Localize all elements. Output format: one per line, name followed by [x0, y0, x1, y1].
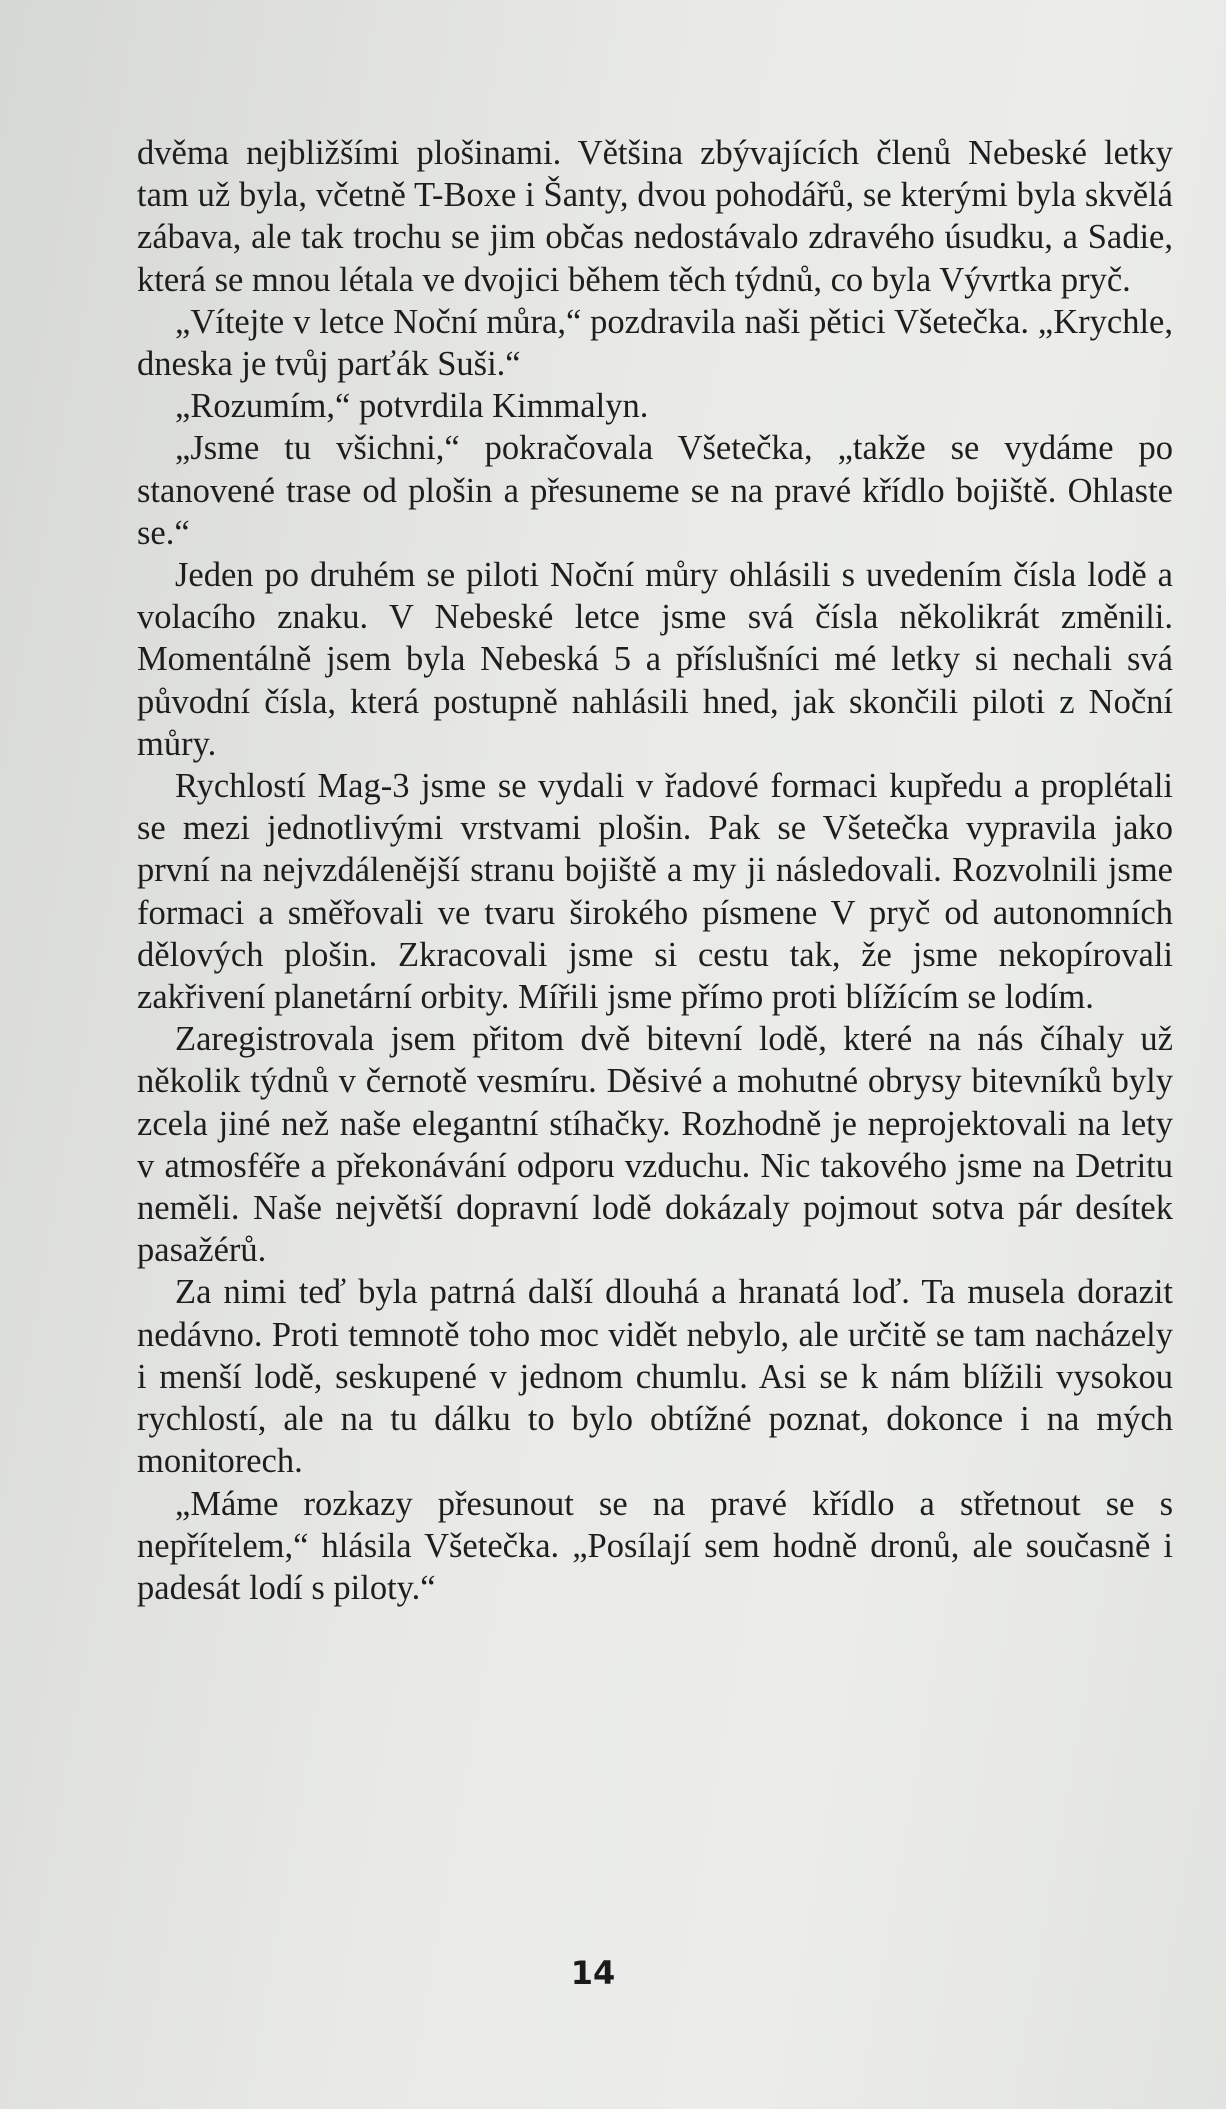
paragraph: „Vítejte v letce Noční můra,“ pozdravila naši pětici Všetečka. „Krychle, dneska je tvůj parťák Suši.“: [137, 302, 1173, 384]
paragraph: „Rozumím,“ potvrdila Kimmalyn.: [175, 387, 649, 426]
paragraph: Jeden po druhém se piloti Noční můry ohlásili s uvedením čísla lodě a volacího znaku. V Nebeské letce jsme svá čísla několikrát změnili. Momentálně jsem byla Nebeská 5 a příslušníci mé letky si nechali svá původní čísla, která postupně nahlásili hned, jak skončili piloti z Noční můry.: [137, 556, 1173, 763]
paragraph: dvěma nejbližšími plošinami. Většina zbývajících členů Nebeské letky tam už byla, včetně T-Boxe i Šanty, dvou pohodářů, se kterými byla skvělá zábava, ale tak trochu se jim občas nedostávalo zdravého úsudku, a Sadie, která se mnou létala ve dvojici během těch týdnů, co byla Vývrtka pryč.: [137, 134, 1173, 299]
page-number: 14: [570, 1954, 616, 1992]
body-text: [137, 132, 1173, 1609]
paragraph: Za nimi teď byla patrná další dlouhá a hranatá loď. Ta musela dorazit nedávno. Proti temnotě toho moc vidět nebylo, ale určitě se tam nacházely i menší lodě, seskupené v jednom chumlu. Asi se k nám blížili vysokou rychlostí, ale na tu dálku to bylo obtížné poznat, dokonce i na mých monitorech.: [137, 1273, 1173, 1481]
paragraph: Zaregistrovala jsem přitom dvě bitevní lodě, které na nás číhaly už několik týdnů v černotě vesmíru. Děsivé a mohutné obrysy bitevníků byly zcela jiné než naše elegantní stíhačky. Rozhodně je neprojektovali na lety v atmosféře a překonávání odporu vzduchu. Nic takového jsme na Detritu neměli. Naše největší dopravní lodě dokázaly pojmout sotva pár desítek pasažérů.: [137, 1020, 1173, 1270]
paragraph: „Máme rozkazy přesunout se na pravé křídlo a střetnout se s nepřítelem,“ hlásila Všetečka. „Posílají sem hodně dronů, ale současně i padesát lodí s piloty.“: [137, 1484, 1173, 1607]
paragraph: Rychlostí Mag-3 jsme se vydali v řadové formaci kupředu a proplétali se mezi jednotlivými vrstvami plošin. Pak se Všetečka vypravila jako první na nejvzdálenější stranu bojiště a my ji následovali. Rozvolnili jsme formaci a směřovali ve tvaru širokého písmene V pryč od autonomních dělových plošin. Zkracovali jsme si cestu tak, že jsme nekopírovali zakřivení planetární orbity. Mířili jsme přímo proti blížícím se lodím.: [137, 767, 1173, 1017]
paragraph: „Jsme tu všichni,“ pokračovala Všetečka, „takže se vydáme po stanovené trase od plošin a přesuneme se na pravé křídlo bojiště. Ohlaste se.“: [137, 429, 1173, 552]
